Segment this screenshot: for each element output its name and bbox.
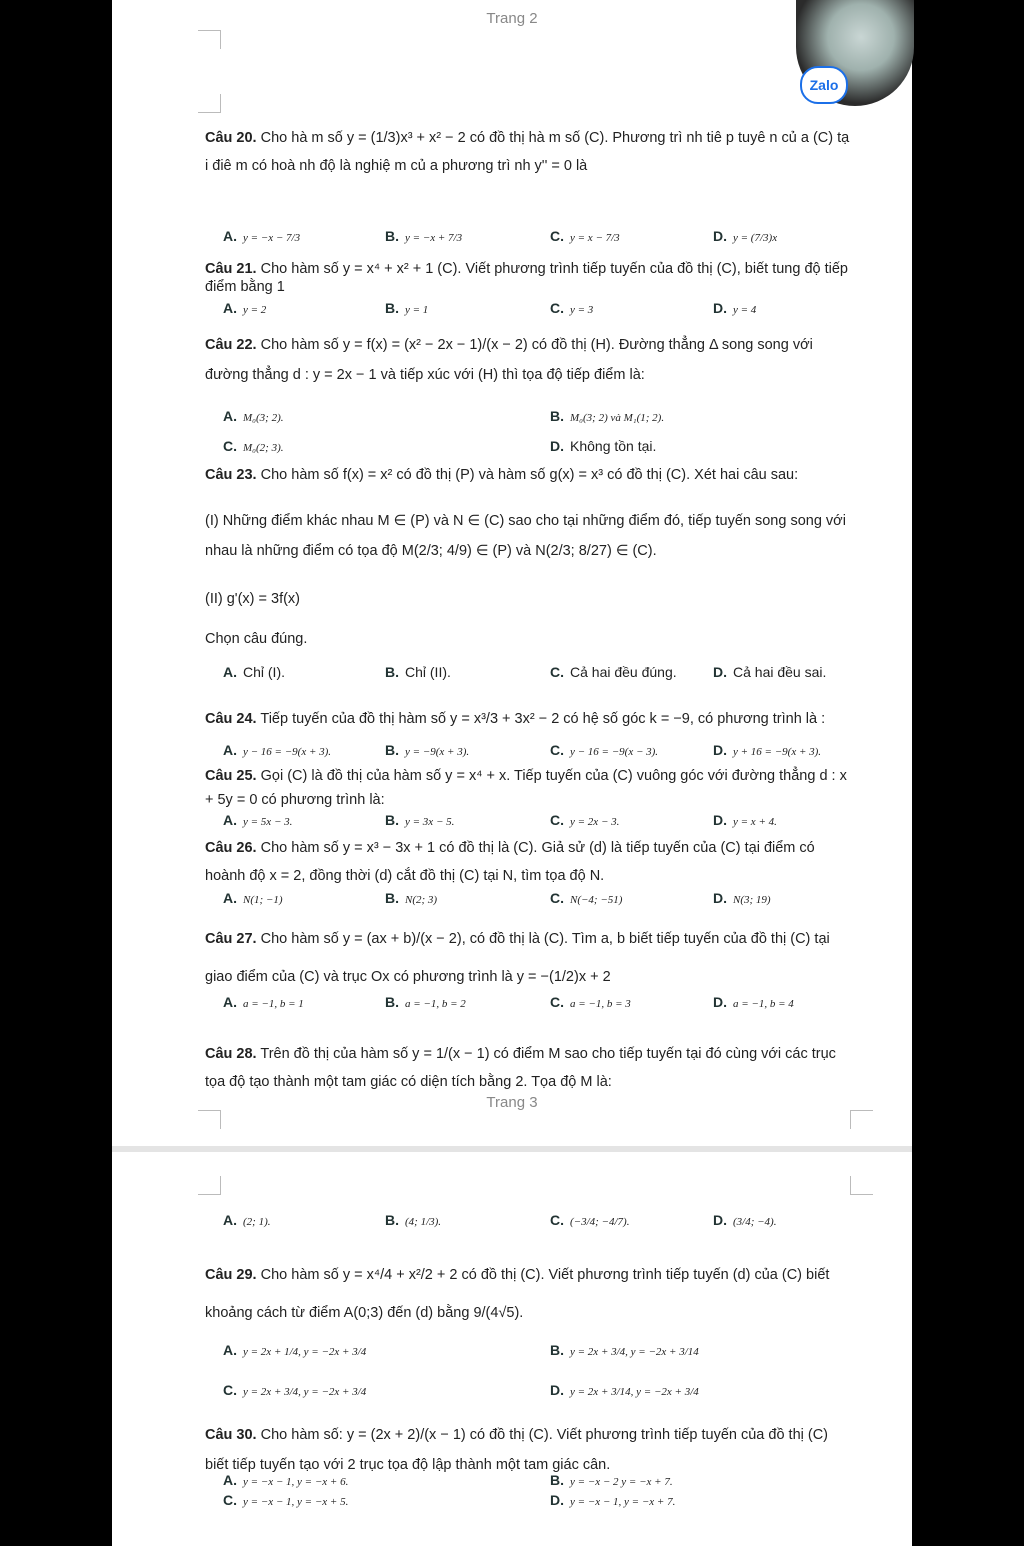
document-page-2 bbox=[112, 0, 912, 1146]
answer-b[interactable]: B. N(2; 3) bbox=[385, 890, 438, 906]
answer-b[interactable]: B. a = −1, b = 2 bbox=[385, 994, 466, 1010]
answer-d[interactable]: D. N(3; 19) bbox=[713, 890, 771, 906]
statement-ii: (II) g'(x) = 3f(x) bbox=[205, 591, 301, 607]
question-text: Cho hàm số y = f(x) = (x² − 2x − 1)/(x − 2) có đồ thị (H). Đường thẳng Δ song song với đường thẳng d : y = 2x − 1 và tiếp xúc với (H) thì tọa độ tiếp điểm là: bbox=[205, 337, 813, 383]
question-25 bbox=[205, 764, 855, 812]
answer-a[interactable]: A. y = 5x − 3. bbox=[223, 812, 293, 828]
question-24 bbox=[205, 710, 855, 728]
answer-a[interactable]: A. M₀(3; 2). bbox=[223, 408, 284, 424]
crop-mark bbox=[198, 30, 221, 49]
answer-a[interactable]: A. y = −x − 7/3 bbox=[223, 228, 301, 244]
question-text: Cho hàm số y = (ax + b)/(x − 2), có đồ thị là (C). Tìm a, b biết tiếp tuyến của đồ thị (C) tại giao điểm của (C) và trục Ox có phương trình là y = −(1/2)x + 2 bbox=[205, 931, 830, 985]
answer-c[interactable]: C. M₀(2; 3). bbox=[223, 438, 284, 454]
answer-d[interactable]: D. y = (7/3)x bbox=[713, 228, 778, 244]
question-text: Gọi (C) là đồ thị của hàm số y = x⁴ + x. Tiếp tuyến của (C) vuông góc với đường thẳng d : x + 5y = 0 có phương trình là: bbox=[205, 768, 847, 808]
question-21 bbox=[205, 260, 855, 296]
question-label: Câu 23. bbox=[205, 467, 257, 483]
question-27 bbox=[205, 920, 855, 996]
statement-i: (I) Những điểm khác nhau M ∈ (P) và N ∈ (C) sao cho tại những điểm đó, tiếp tuyến song song với nhau là những điểm có tọa độ M(2/3; 4/9) ∈ (P) và N(2/3; 8/27) ∈ (C). bbox=[205, 513, 846, 559]
question-text: Cho hà m số y = (1/3)x³ + x² − 2 có đồ thị hà m số (C). Phương trì nh tiê p tuyê n củ a (C) tạ i điê m có hoà nh độ là nghiệ m củ a phương trì nh y'' = 0 là bbox=[205, 130, 850, 174]
question-text: Tiếp tuyến của đồ thị hàm số y = x³/3 + 3x² − 2 có hệ số góc k = −9, có phương trình là : bbox=[260, 711, 826, 727]
question-text: Cho hàm số y = x⁴ + x² + 1 (C). Viết phương trình tiếp tuyến của đồ thị (C), biết tung độ tiếp điểm bằng 1 bbox=[205, 261, 848, 296]
question-label: Câu 20. bbox=[205, 130, 257, 146]
answer-a[interactable]: A. a = −1, b = 1 bbox=[223, 994, 304, 1010]
question-text: Cho hàm số y = x³ − 3x + 1 có đồ thị là (C). Giả sử (d) là tiếp tuyến của (C) tại điểm có hoành độ x = 2, đồng thời (d) cắt đồ thị (C) tại N, tìm tọa độ N. bbox=[205, 840, 815, 884]
answer-d[interactable]: D. (3/4; −4). bbox=[713, 1212, 777, 1228]
answer-d[interactable]: D. Cả hai đều sai. bbox=[713, 664, 827, 680]
choose-prompt: Chọn câu đúng. bbox=[205, 631, 308, 647]
question-text: Trên đồ thị của hàm số y = 1/(x − 1) có điểm M sao cho tiếp tuyến tại đó cùng với các trục tọa độ tạo thành một tam giác có diện tích bằng 2. Tọa độ M là: bbox=[205, 1046, 836, 1090]
question-text: Cho hàm số: y = (2x + 2)/(x − 1) có đồ thị (C). Viết phương trình tiếp tuyến của đồ thị (C) biết tiếp tuyến tạo với 2 trục tọa độ lập thành một tam giác cân. bbox=[205, 1427, 829, 1473]
answer-c[interactable]: C. y = −x − 1, y = −x + 5. bbox=[223, 1492, 349, 1508]
answer-d[interactable]: D. a = −1, b = 4 bbox=[713, 994, 794, 1010]
question-label: Câu 28. bbox=[205, 1046, 257, 1062]
question-20 bbox=[205, 124, 855, 180]
crop-mark bbox=[850, 1110, 873, 1129]
answer-d[interactable]: D. y = 2x + 3/14, y = −2x + 3/4 bbox=[550, 1382, 699, 1398]
answer-a[interactable]: A. Chỉ (I). bbox=[223, 664, 285, 680]
answer-a[interactable]: A. (2; 1). bbox=[223, 1212, 271, 1228]
answer-a[interactable]: A. N(1; −1) bbox=[223, 890, 283, 906]
answer-a[interactable]: A. y = −x − 1, y = −x + 6. bbox=[223, 1472, 349, 1488]
answer-c[interactable]: C. y = x − 7/3 bbox=[550, 228, 620, 244]
answer-c[interactable]: C. N(−4; −51) bbox=[550, 890, 623, 906]
answer-b[interactable]: B. y = 1 bbox=[385, 300, 429, 316]
question-label: Câu 25. bbox=[205, 768, 257, 784]
answer-b[interactable]: B. y = −x − 2 y = −x + 7. bbox=[550, 1472, 673, 1488]
question-label: Câu 21. bbox=[205, 261, 257, 277]
question-label: Câu 30. bbox=[205, 1427, 257, 1443]
answer-c[interactable]: C. (−3/4; −4/7). bbox=[550, 1212, 630, 1228]
answer-d[interactable]: D. y = x + 4. bbox=[713, 812, 777, 828]
question-label: Câu 26. bbox=[205, 840, 257, 856]
answer-c[interactable]: C. y = 3 bbox=[550, 300, 594, 316]
crop-mark bbox=[198, 94, 221, 113]
page-number: Trang 3 bbox=[486, 1094, 538, 1111]
answer-d[interactable]: D. y = 4 bbox=[713, 300, 757, 316]
crop-mark bbox=[198, 1110, 221, 1129]
answer-a[interactable]: A. y = 2x + 1/4, y = −2x + 3/4 bbox=[223, 1342, 367, 1358]
question-text: Cho hàm số y = x⁴/4 + x²/2 + 2 có đồ thị (C). Viết phương trình tiếp tuyến (d) của (C) biết khoảng cách từ điểm A(0;3) đến (d) bằng 9/(4√5). bbox=[205, 1267, 830, 1321]
answer-b[interactable]: B. (4; 1/3). bbox=[385, 1212, 442, 1228]
answer-d[interactable]: D. y + 16 = −9(x + 3). bbox=[713, 742, 822, 758]
question-29 bbox=[205, 1256, 855, 1332]
answer-b[interactable]: B. y = −9(x + 3). bbox=[385, 742, 470, 758]
answer-a[interactable]: A. y = 2 bbox=[223, 300, 267, 316]
answer-b[interactable]: B. Chỉ (II). bbox=[385, 664, 451, 680]
answer-b[interactable]: B. y = −x + 7/3 bbox=[385, 228, 463, 244]
answer-d[interactable]: D. Không tồn tại. bbox=[550, 438, 657, 454]
question-label: Câu 27. bbox=[205, 931, 257, 947]
answer-c[interactable]: C. y − 16 = −9(x − 3). bbox=[550, 742, 659, 758]
question-label: Câu 22. bbox=[205, 337, 257, 353]
question-label: Câu 29. bbox=[205, 1267, 257, 1283]
crop-mark bbox=[850, 1176, 873, 1195]
answer-b[interactable]: B. y = 2x + 3/4, y = −2x + 3/14 bbox=[550, 1342, 699, 1358]
question-23 bbox=[205, 466, 855, 484]
answer-c[interactable]: C. a = −1, b = 3 bbox=[550, 994, 631, 1010]
zalo-button[interactable]: Zalo bbox=[800, 66, 848, 104]
question-30 bbox=[205, 1420, 855, 1480]
question-28 bbox=[205, 1040, 855, 1096]
question-26 bbox=[205, 834, 855, 890]
answer-d[interactable]: D. y = −x − 1, y = −x + 7. bbox=[550, 1492, 676, 1508]
crop-mark bbox=[198, 1176, 221, 1195]
question-text: Cho hàm số f(x) = x² có đồ thị (P) và hàm số g(x) = x³ có đồ thị (C). Xét hai câu sau: bbox=[260, 467, 799, 483]
answer-c[interactable]: C. y = 2x + 3/4, y = −2x + 3/4 bbox=[223, 1382, 367, 1398]
answer-b[interactable]: B. M₀(3; 2) và M₁(1; 2). bbox=[550, 408, 665, 424]
answer-b[interactable]: B. y = 3x − 5. bbox=[385, 812, 455, 828]
answer-c[interactable]: C. Cả hai đều đúng. bbox=[550, 664, 677, 680]
page-number: Trang 2 bbox=[486, 10, 538, 27]
document-page-3 bbox=[112, 1152, 912, 1546]
answer-a[interactable]: A. y − 16 = −9(x + 3). bbox=[223, 742, 332, 758]
answer-c[interactable]: C. y = 2x − 3. bbox=[550, 812, 620, 828]
question-label: Câu 24. bbox=[205, 711, 257, 727]
question-22 bbox=[205, 330, 855, 390]
